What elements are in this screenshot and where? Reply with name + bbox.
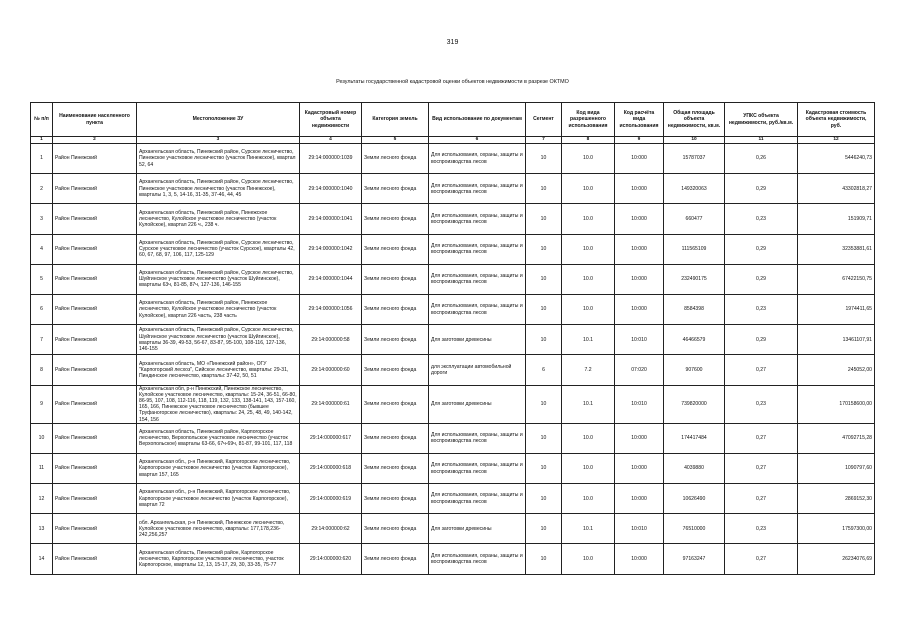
calc-code-cell: 10:010	[615, 385, 664, 423]
use-code-cell: 10.0	[562, 174, 615, 204]
column-number: 2	[53, 137, 137, 144]
permitted-use-cell: Для использования, охраны, защиты и воспроизводства лесов	[429, 544, 526, 574]
calc-code-cell: 10:000	[615, 484, 664, 514]
cadastral-value-cell: 2869152,30	[798, 484, 875, 514]
row-number-cell: 3	[31, 204, 53, 234]
calc-code-cell: 10:000	[615, 423, 664, 453]
settlement-name-cell: Район Пинежский	[53, 423, 137, 453]
calc-code-cell: 10:000	[615, 544, 664, 574]
area-cell: 76510000	[664, 514, 725, 544]
settlement-name-cell: Район Пинежский	[53, 355, 137, 385]
permitted-use-cell: Для использования, охраны, защиты и воспроизводства лесов	[429, 484, 526, 514]
calc-code-cell: 10:000	[615, 264, 664, 294]
permitted-use-cell: Для заготовки древесины	[429, 325, 526, 355]
area-cell: 97163247	[664, 544, 725, 574]
segment-cell: 10	[526, 423, 562, 453]
header-cell: Наименование населенного пункта	[53, 103, 137, 137]
location-cell: Архангельская область, Пинежский район, Пинежское лесничество, Кулойское участковое лесничество (участок Кулойское), квартал 226 ч., 238 ч.	[137, 204, 300, 234]
use-code-cell: 10.0	[562, 294, 615, 324]
column-number: 6	[429, 137, 526, 144]
table-row	[31, 423, 875, 453]
area-cell: 174417484	[664, 423, 725, 453]
cadastral-number-cell: 29:14:000000:1039	[300, 144, 362, 174]
segment-cell: 10	[526, 174, 562, 204]
area-cell: 907600	[664, 355, 725, 385]
cadastral-number-cell: 29:14:000000:619	[300, 484, 362, 514]
header-row	[31, 103, 875, 137]
header-cell: Местоположение ЗУ	[137, 103, 300, 137]
settlement-name-cell: Район Пинежский	[53, 385, 137, 423]
permitted-use-cell: Для использования, охраны, защиты и воспроизводства лесов	[429, 453, 526, 483]
segment-cell: 10	[526, 144, 562, 174]
cadastral-value-cell: 1090797,60	[798, 453, 875, 483]
segment-cell: 10	[526, 204, 562, 234]
table-row	[31, 484, 875, 514]
location-cell: Архангельская обл, р-н Пинежский, Пинежское лесничество, Кулойское участковое лесничество, кварталы: 15-24, 36-51, 66-80, 86-95, 107, 108, 112-116, 118, 119, 132, 133, 138-141, 143, 157-160, 165, 166, Пинежское участковое лесничество (бывшее Труфаногорское лесничество), кварталы: 24, 25, 48, 49, 140-142, 154, 156	[137, 385, 300, 423]
table-row	[31, 264, 875, 294]
location-cell: Архангельская область, Пинежский район, Сурское лесничество, Сурское участковое лесничество (участок Сурское), кварталы 42, 60, 67, 68, 97, 106, 117, 125-129	[137, 234, 300, 264]
land-category-cell: Земли лесного фонда	[362, 453, 429, 483]
cadastral-value-cell: 32353881,61	[798, 234, 875, 264]
segment-cell: 10	[526, 544, 562, 574]
segment-cell: 10	[526, 514, 562, 544]
header-cell: УПКС объекта недвижимости, руб./кв.м.	[725, 103, 798, 137]
calc-code-cell: 10:000	[615, 234, 664, 264]
use-code-cell: 10.0	[562, 453, 615, 483]
land-category-cell: Земли лесного фонда	[362, 174, 429, 204]
page-number: 319	[446, 39, 459, 46]
cadastral-value-cell: 5446240,73	[798, 144, 875, 174]
cadastral-value-cell: 170158600,00	[798, 385, 875, 423]
land-category-cell: Земли лесного фонда	[362, 355, 429, 385]
cadastral-number-cell: 29:14:000000:617	[300, 423, 362, 453]
row-number-cell: 7	[31, 325, 53, 355]
row-number-cell: 14	[31, 544, 53, 574]
location-cell: Архангельская обл., р-н Пинежский, Карпогорское лесничество, Карпогорское участковое лесничество (участок Карпогорское), квартал 72	[137, 484, 300, 514]
cadastral-number-cell: 29:14:000000:1044	[300, 264, 362, 294]
column-number: 8	[562, 137, 615, 144]
calc-code-cell: 10:010	[615, 325, 664, 355]
row-number-cell: 8	[31, 355, 53, 385]
segment-cell: 6	[526, 355, 562, 385]
header-cell: Общая площадь объекта недвижимости, кв.м.	[664, 103, 725, 137]
land-category-cell: Земли лесного фонда	[362, 294, 429, 324]
land-category-cell: Земли лесного фонда	[362, 325, 429, 355]
permitted-use-cell: Для использования, охраны, защиты и воспроизводства лесов	[429, 144, 526, 174]
row-number-cell: 1	[31, 144, 53, 174]
row-number-cell: 11	[31, 453, 53, 483]
segment-cell: 10	[526, 264, 562, 294]
upks-cell: 0,23	[725, 294, 798, 324]
location-cell: Архангельская область, МО «Пинежский район», ОГУ "Карпогорский лесхоз", Сийское лесничество, кварталы: 29-31, Пиндинское лесничество, кварталы: 37-42, 50, 51	[137, 355, 300, 385]
area-cell: 232490175	[664, 264, 725, 294]
upks-cell: 0,27	[725, 544, 798, 574]
calc-code-cell: 10:000	[615, 204, 664, 234]
cadastral-value-cell: 47092715,28	[798, 423, 875, 453]
permitted-use-cell: Для использования, охраны, защиты и воспроизводства лесов	[429, 174, 526, 204]
table-row	[31, 385, 875, 423]
upks-cell: 0,29	[725, 264, 798, 294]
land-category-cell: Земли лесного фонда	[362, 144, 429, 174]
cadastral-value-cell: 13461107,91	[798, 325, 875, 355]
segment-cell: 10	[526, 325, 562, 355]
segment-cell: 10	[526, 294, 562, 324]
upks-cell: 0,23	[725, 385, 798, 423]
cadastral-number-cell: 29:14:000000:61	[300, 385, 362, 423]
settlement-name-cell: Район Пинежский	[53, 484, 137, 514]
header-cell: Код расчёта вида использования	[615, 103, 664, 137]
land-category-cell: Земли лесного фонда	[362, 514, 429, 544]
use-code-cell: 10.0	[562, 144, 615, 174]
column-number: 10	[664, 137, 725, 144]
upks-cell: 0,27	[725, 355, 798, 385]
row-number-cell: 4	[31, 234, 53, 264]
permitted-use-cell: Для использования, охраны, защиты и воспроизводства лесов	[429, 264, 526, 294]
area-cell: 111565109	[664, 234, 725, 264]
permitted-use-cell: Для использования, охраны, защиты и воспроизводства лесов	[429, 294, 526, 324]
upks-cell: 0,27	[725, 423, 798, 453]
settlement-name-cell: Район Пинежский	[53, 234, 137, 264]
column-number: 12	[798, 137, 875, 144]
location-cell: Архангельская область, Пинежский район, Сурское лесничество, Шуйгинское участковое лесничество (участок Шуйгинское), кварталы 36-39, 49-53, 56-67, 83-87, 95-100, 108-116, 127-136, 146-155	[137, 325, 300, 355]
column-number: 1	[31, 137, 53, 144]
segment-cell: 10	[526, 484, 562, 514]
land-category-cell: Земли лесного фонда	[362, 544, 429, 574]
use-code-cell: 10.0	[562, 204, 615, 234]
header-cell: Вид использование по документам	[429, 103, 526, 137]
row-number-cell: 2	[31, 174, 53, 204]
area-cell: 660477	[664, 204, 725, 234]
header-cell: Сегмент	[526, 103, 562, 137]
header-cell: Код вида разрешенного использования	[562, 103, 615, 137]
cadastral-value-cell: 26234076,69	[798, 544, 875, 574]
settlement-name-cell: Район Пинежский	[53, 204, 137, 234]
permitted-use-cell: Для использования, охраны, защиты и воспроизводства лесов	[429, 234, 526, 264]
location-cell: Архангельская область, Пинежский район, Карпогорское лесничество, Верхопольское участковое лесничество (участок Верхопольское) кварталы 63-66, 67ч-69ч, 81-87, 99-101, 117, 118	[137, 423, 300, 453]
land-category-cell: Земли лесного фонда	[362, 423, 429, 453]
land-category-cell: Земли лесного фонда	[362, 264, 429, 294]
permitted-use-cell: Для использования, охраны, защиты и воспроизводства лесов	[429, 423, 526, 453]
area-cell: 149320063	[664, 174, 725, 204]
row-number-cell: 9	[31, 385, 53, 423]
settlement-name-cell: Район Пинежский	[53, 144, 137, 174]
permitted-use-cell: Для использования, охраны, защиты и воспроизводства лесов	[429, 204, 526, 234]
row-number-cell: 12	[31, 484, 53, 514]
settlement-name-cell: Район Пинежский	[53, 325, 137, 355]
use-code-cell: 10.0	[562, 544, 615, 574]
cadastral-number-cell: 29:14:000000:1041	[300, 204, 362, 234]
upks-cell: 0,27	[725, 484, 798, 514]
use-code-cell: 7.2	[562, 355, 615, 385]
table-row	[31, 144, 875, 174]
cadastral-value-cell: 43302818,27	[798, 174, 875, 204]
location-cell: Архангельская область, Пинежский район, Сурское лесничество, Шуйгинское участковое лесничество (участок Шуйгинское), кварталы 63ч, 81-85, 87ч, 127-136, 146-155	[137, 264, 300, 294]
cadastral-number-cell: 29:14:000000:58	[300, 325, 362, 355]
table-row	[31, 325, 875, 355]
location-cell: Архангельская область, Пинежский район, Карпогорское лесничество, Карпогорское участковое лесничество, участок Карпогорское, кварталы 12, 13, 15-17, 29, 30, 33-35, 75-77	[137, 544, 300, 574]
settlement-name-cell: Район Пинежский	[53, 294, 137, 324]
cadastral-number-cell: 29:14:000000:1042	[300, 234, 362, 264]
calc-code-cell: 07:020	[615, 355, 664, 385]
calc-code-cell: 10:000	[615, 144, 664, 174]
use-code-cell: 10.0	[562, 423, 615, 453]
table-row	[31, 453, 875, 483]
use-code-cell: 10.1	[562, 514, 615, 544]
table-row	[31, 294, 875, 324]
table-row	[31, 514, 875, 544]
calc-code-cell: 10:000	[615, 174, 664, 204]
use-code-cell: 10.0	[562, 234, 615, 264]
segment-cell: 10	[526, 385, 562, 423]
location-cell: Архангельская область, Пинежский район, Сурское лесничество, Пинежское участковое лесничество (участок Пинежское), кварталы 1, 3, 5, 14-16, 31-35, 37-46, 44, 45	[137, 174, 300, 204]
settlement-name-cell: Район Пинежский	[53, 514, 137, 544]
table-row	[31, 204, 875, 234]
area-cell: 15787037	[664, 144, 725, 174]
settlement-name-cell: Район Пинежский	[53, 264, 137, 294]
table-row	[31, 234, 875, 264]
cadastral-value-cell: 151909,71	[798, 204, 875, 234]
header-cell: Кадастровый номер объекта недвижимости	[300, 103, 362, 137]
permitted-use-cell: Для заготовки древесины	[429, 514, 526, 544]
upks-cell: 0,29	[725, 174, 798, 204]
header-cell: Кадастровая стоимость объекта недвижимости, руб.	[798, 103, 875, 137]
land-category-cell: Земли лесного фонда	[362, 385, 429, 423]
cadastral-value-cell: 245052,00	[798, 355, 875, 385]
row-number-cell: 10	[31, 423, 53, 453]
calc-code-cell: 10:010	[615, 514, 664, 544]
use-code-cell: 10.1	[562, 325, 615, 355]
segment-cell: 10	[526, 234, 562, 264]
land-category-cell: Земли лесного фонда	[362, 204, 429, 234]
cadastral-number-cell: 29:14:000000:60	[300, 355, 362, 385]
row-number-cell: 5	[31, 264, 53, 294]
column-number: 5	[362, 137, 429, 144]
use-code-cell: 10.0	[562, 484, 615, 514]
upks-cell: 0,26	[725, 144, 798, 174]
upks-cell: 0,29	[725, 325, 798, 355]
location-cell: Архангельская обл., р-н Пинежский, Карпогорское лесничество, Карпогорское участковое лесничество (участок Карпогорское), квартал 157, 165	[137, 453, 300, 483]
calc-code-cell: 10:000	[615, 294, 664, 324]
area-cell: 10626490	[664, 484, 725, 514]
cadastral-number-cell: 29:14:000000:618	[300, 453, 362, 483]
area-cell: 739820000	[664, 385, 725, 423]
cadastral-number-cell: 29:14:000000:62	[300, 514, 362, 544]
cadastral-number-cell: 29:14:000000:620	[300, 544, 362, 574]
upks-cell: 0,23	[725, 204, 798, 234]
area-cell: 4039880	[664, 453, 725, 483]
segment-cell: 10	[526, 453, 562, 483]
row-number-cell: 13	[31, 514, 53, 544]
column-number: 3	[137, 137, 300, 144]
valuation-table	[30, 102, 875, 575]
land-category-cell: Земли лесного фонда	[362, 484, 429, 514]
document-title: Результаты государственной кадастровой оценки объектов недвижимости в разрезе ОКТМО	[336, 79, 569, 85]
cadastral-value-cell: 17597300,00	[798, 514, 875, 544]
land-category-cell: Земли лесного фонда	[362, 234, 429, 264]
area-cell: 8584398	[664, 294, 725, 324]
table-row	[31, 544, 875, 574]
column-number-row	[31, 137, 875, 144]
location-cell: Архангельская область, Пинежский район, Сурское лесничество, Пинежское участковое лесничество (участок Пинежское), квартал 52, 64	[137, 144, 300, 174]
calc-code-cell: 10:000	[615, 453, 664, 483]
table-row	[31, 355, 875, 385]
column-number: 9	[615, 137, 664, 144]
use-code-cell: 10.0	[562, 264, 615, 294]
location-cell: обл. Архангельская, р-н Пинежский, Пинежское лесничество, Кулойское участковое лесничество, кварталы: 177,178,236-242,256,257	[137, 514, 300, 544]
table-row	[31, 174, 875, 204]
upks-cell: 0,29	[725, 234, 798, 264]
column-number: 11	[725, 137, 798, 144]
column-number: 4	[300, 137, 362, 144]
cadastral-number-cell: 29:14:000000:1056	[300, 294, 362, 324]
settlement-name-cell: Район Пинежский	[53, 544, 137, 574]
permitted-use-cell: для эксплуатации автомобильной дороги	[429, 355, 526, 385]
header-cell: № п/п	[31, 103, 53, 137]
row-number-cell: 6	[31, 294, 53, 324]
cadastral-value-cell: 67422150,75	[798, 264, 875, 294]
permitted-use-cell: Для заготовки древесины	[429, 385, 526, 423]
settlement-name-cell: Район Пинежский	[53, 453, 137, 483]
column-number: 7	[526, 137, 562, 144]
area-cell: 46466579	[664, 325, 725, 355]
location-cell: Архангельская область, Пинежский район, Пинежское лесничество, Кулойское участковое лесничество (участок Кулойское), квартал 226 часть, 238 часть	[137, 294, 300, 324]
header-cell: Категория земель	[362, 103, 429, 137]
upks-cell: 0,23	[725, 514, 798, 544]
cadastral-value-cell: 1974411,65	[798, 294, 875, 324]
cadastral-number-cell: 29:14:000000:1040	[300, 174, 362, 204]
settlement-name-cell: Район Пинежский	[53, 174, 137, 204]
use-code-cell: 10.1	[562, 385, 615, 423]
upks-cell: 0,27	[725, 453, 798, 483]
